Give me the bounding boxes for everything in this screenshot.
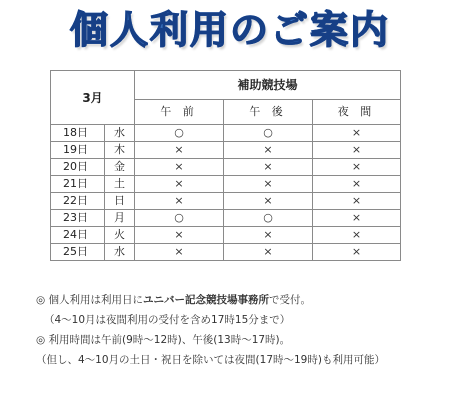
availability-night-cell: × (313, 193, 401, 210)
table-row (51, 227, 401, 244)
weekday-cell: 土 (105, 176, 135, 193)
availability-afternoon-cell: × (224, 244, 313, 261)
date-cell: 19日 (51, 142, 105, 159)
weekday-cell: 火 (105, 227, 135, 244)
date-cell: 18日 (51, 125, 105, 142)
availability-afternoon-cell: ○ (224, 210, 313, 227)
note-line-hours-reception: （4～10月は夜間利用の受付を含め17時15分まで） (44, 314, 291, 326)
availability-afternoon-cell: × (224, 227, 313, 244)
table-row (51, 159, 401, 176)
date-cell: 22日 (51, 193, 105, 210)
note-line-usage-hours: ◎ 利用時間は午前(9時～12時)、午後(13時～17時)。 (36, 334, 291, 346)
availability-night-cell: × (313, 227, 401, 244)
date-cell: 21日 (51, 176, 105, 193)
date-cell: 20日 (51, 159, 105, 176)
availability-night-cell: × (313, 176, 401, 193)
weekday-cell: 水 (105, 244, 135, 261)
slot-header-night: 夜 間 (313, 100, 401, 125)
table-row (51, 244, 401, 261)
availability-morning-cell: × (135, 142, 224, 159)
availability-morning-cell: × (135, 159, 224, 176)
month-header: 3月 (51, 71, 135, 125)
availability-morning-cell: ○ (135, 210, 224, 227)
availability-night-cell: × (313, 210, 401, 227)
availability-morning-cell: ○ (135, 125, 224, 142)
availability-morning-cell: × (135, 176, 224, 193)
schedule-table (50, 70, 401, 261)
page-title: 個人利用のご案内 (0, 2, 460, 58)
table-row (51, 142, 401, 159)
weekday-cell: 水 (105, 125, 135, 142)
availability-night-cell: × (313, 244, 401, 261)
note-line-reception (36, 290, 456, 310)
note-text: で受付。 (269, 294, 311, 306)
note-line-night-usage: （但し、4～10月の土日・祝日を除いては夜間(17時～19時)も利用可能） (36, 354, 385, 366)
slot-header-afternoon: 午 後 (224, 100, 313, 125)
weekday-cell: 日 (105, 193, 135, 210)
date-cell: 25日 (51, 244, 105, 261)
note-text: ◎ 個人利用は利用日に (36, 294, 143, 306)
date-cell: 23日 (51, 210, 105, 227)
availability-afternoon-cell: × (224, 142, 313, 159)
table-row (51, 193, 401, 210)
table-row (51, 176, 401, 193)
weekday-cell: 木 (105, 142, 135, 159)
table-header-row (51, 71, 401, 100)
slot-header-morning: 午 前 (135, 100, 224, 125)
availability-morning-cell: × (135, 227, 224, 244)
availability-night-cell: × (313, 125, 401, 142)
note-office-name: ユニバー記念競技場事務所 (143, 294, 269, 306)
availability-afternoon-cell: ○ (224, 125, 313, 142)
availability-night-cell: × (313, 142, 401, 159)
weekday-cell: 金 (105, 159, 135, 176)
weekday-cell: 月 (105, 210, 135, 227)
availability-afternoon-cell: × (224, 193, 313, 210)
availability-morning-cell: × (135, 244, 224, 261)
table-row (51, 125, 401, 142)
availability-afternoon-cell: × (224, 159, 313, 176)
table-row (51, 210, 401, 227)
availability-afternoon-cell: × (224, 176, 313, 193)
notes-section (36, 290, 456, 370)
date-cell: 24日 (51, 227, 105, 244)
facility-header: 補助競技場 (135, 71, 401, 100)
availability-night-cell: × (313, 159, 401, 176)
availability-morning-cell: × (135, 193, 224, 210)
